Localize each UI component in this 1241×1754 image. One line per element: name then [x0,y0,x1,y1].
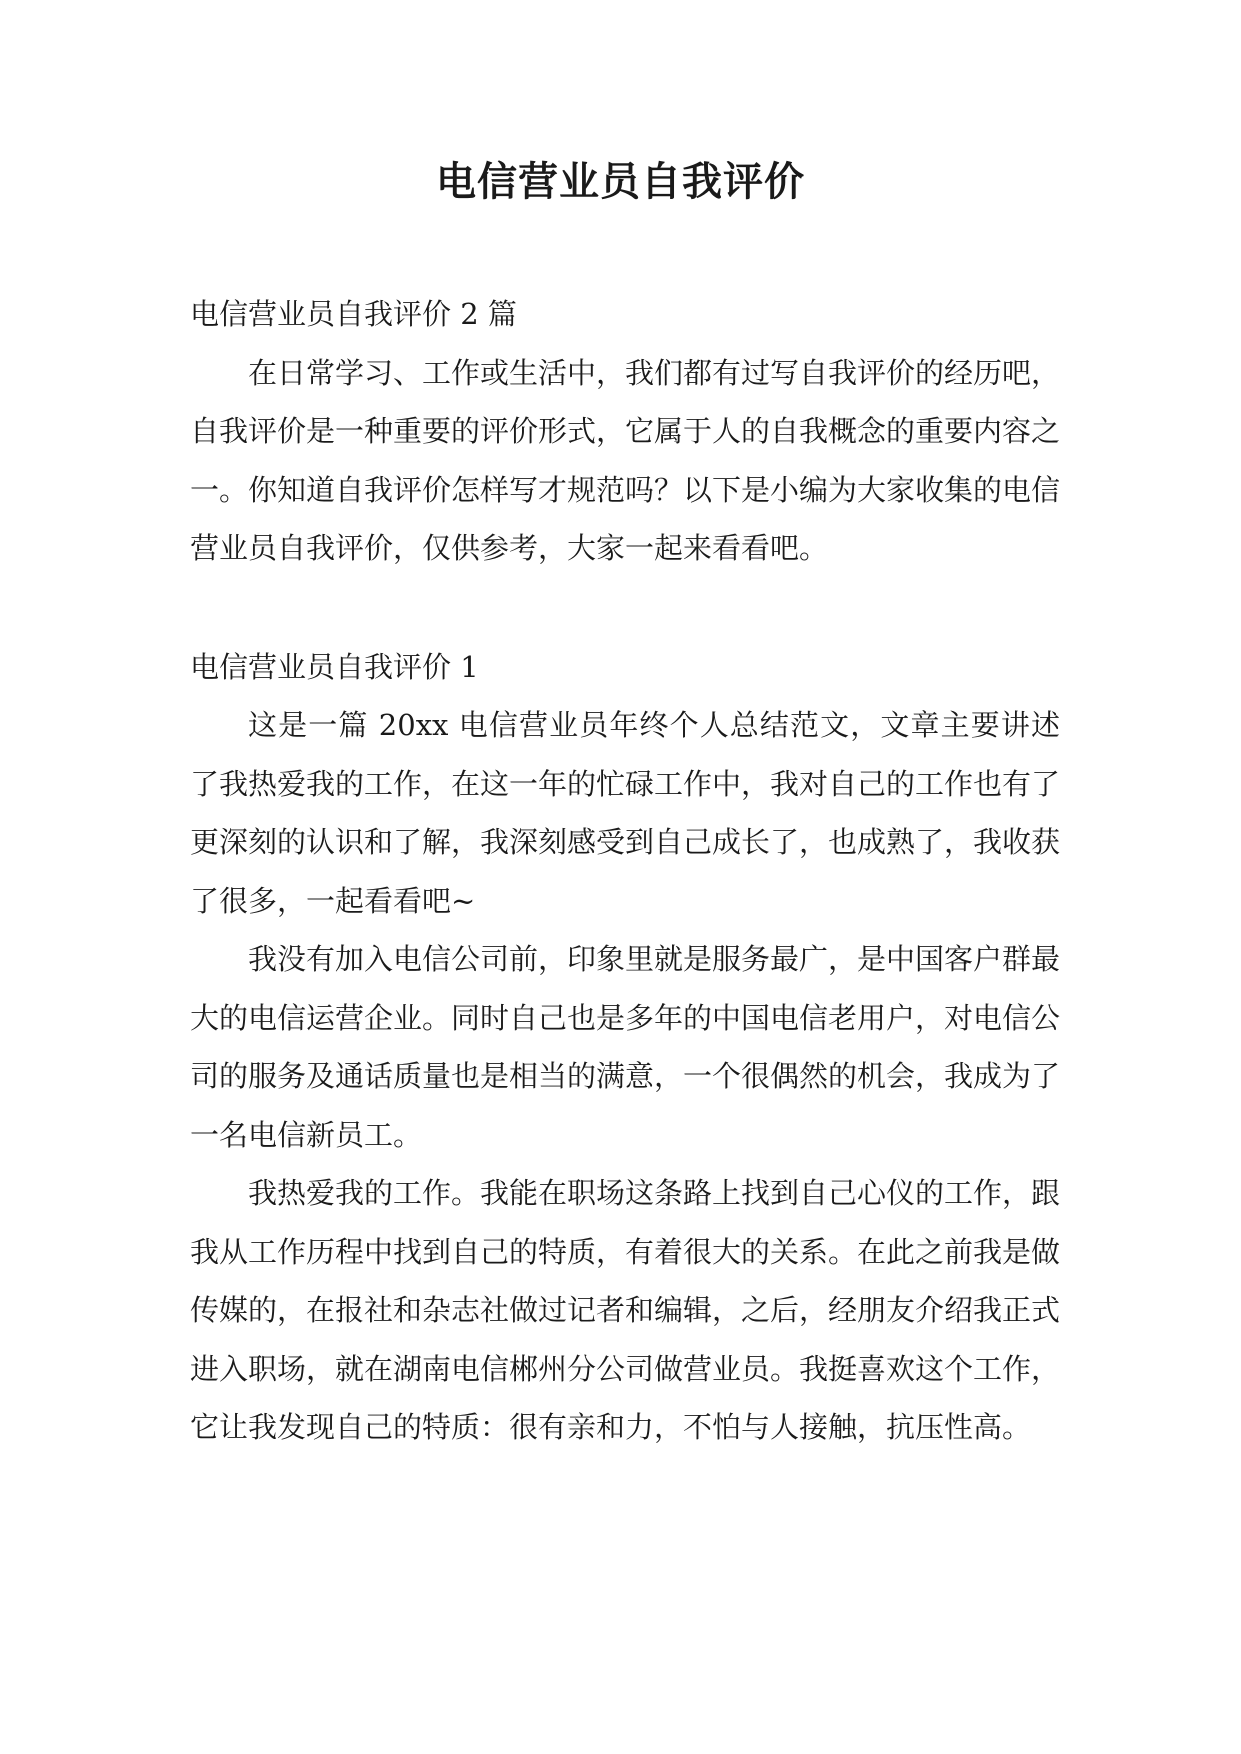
intro-paragraph: 在日常学习、工作或生活中，我们都有过写自我评价的经历吧，自我评价是一种重要的评价形式，它属于人的自我概念的重要内容之一。你知道自我评价怎样写才规范吗？以下是小编为大家收集的电信营业员自我评价，仅供参考，大家一起来看看吧。 [190,355,1061,565]
intro-heading: 电信营业员自我评价 2 篇 [190,297,517,331]
document-body [190,285,1060,1457]
body-paragraph: 我没有加入电信公司前，印象里就是服务最广，是中国客户群最大的电信运营企业。同时自己也是多年的中国电信老用户，对电信公司的服务及通话质量也是相当的满意，一个很偶然的机会，我成为了一名电信新员工。 [190,942,1061,1152]
document-title: 电信营业员自我评价 [436,159,805,205]
section-spacer [190,578,1060,638]
section-heading: 电信营业员自我评价 1 [190,649,479,684]
body-paragraph: 这是一篇 20xx 电信营业员年终个人总结范文，文章主要讲述了我热爱我的工作，在这一年的忙碌工作中，我对自己的工作也有了更深刻的认识和了解，我深刻感受到自己成长了，也成熟了，我收获了很多，一起看看吧~ [190,708,1061,918]
body-paragraph: 我热爱我的工作。我能在职场这条路上找到自己心仪的工作，跟我从工作历程中找到自己的特质，有着很大的关系。在此之前我是做传媒的，在报社和杂志社做过记者和编辑，之后，经朋友介绍我正式进入职场，就在湖南电信郴州分公司做营业员。我挺喜欢这个工作，它让我发现自己的特质：很有亲和力，不怕与人接触，抗压性高。 [190,1176,1061,1444]
